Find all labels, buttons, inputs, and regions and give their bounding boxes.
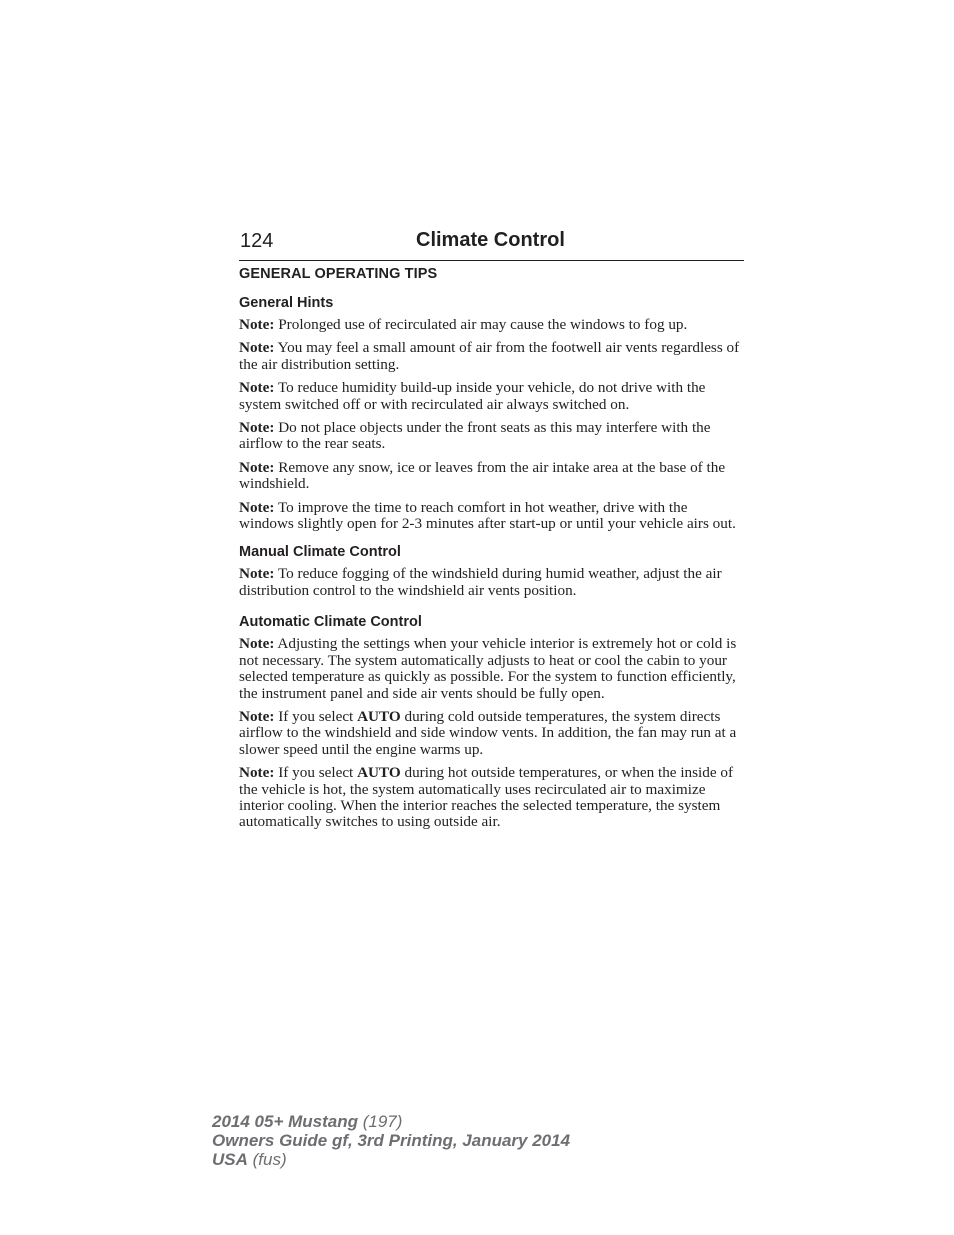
note-text: To reduce fogging of the windshield during humid weather, adjust the air distribution control to the windshield air vents position. [239,565,722,599]
footer-region-code: (fus) [252,1150,287,1169]
subsection-title-automatic: Automatic Climate Control [239,614,422,631]
note-label: Note: [239,379,275,397]
footer-model-code: (197) [362,1112,403,1131]
footer-line-model [212,1112,570,1131]
note-text: Adjusting the settings when your vehicle interior is extremely hot or cold is not necessary. The system automatically adjusts to heat or cool the cabin to your selected temperature as quickly as possible. For the system to function efficiently, the instrument panel and side air vents should be fully open. [239,635,737,702]
note-paragraph [239,420,745,453]
footer-region: USA [212,1150,248,1169]
footer-line-printing: Owners Guide gf, 3rd Printing, January 2014 [212,1131,571,1150]
note-paragraph [239,380,745,413]
note-label: Note: [239,764,275,782]
subsection-title-manual: Manual Climate Control [239,544,401,561]
note-label: Note: [239,458,275,476]
note-paragraph [239,500,745,533]
note-text: To improve the time to reach comfort in hot weather, drive with the windows slightly open for 2-3 minutes after start-up or until your vehicle airs out. [239,498,736,533]
note-text: If you select [278,707,354,725]
auto-keyword: AUTO [357,707,401,725]
note-paragraph [239,566,745,599]
page-number: 124 [240,230,274,252]
footer-model: 2014 05+ Mustang [212,1112,358,1131]
section-title: GENERAL OPERATING TIPS [239,266,438,282]
note-label: Note: [239,419,275,437]
note-paragraph [239,709,745,758]
footer-line-region [212,1150,570,1169]
note-text: If you select [278,764,354,782]
auto-keyword: AUTO [357,764,401,782]
page-content [239,266,745,838]
note-label: Note: [239,498,275,516]
note-paragraph [239,340,745,373]
note-label: Note: [239,707,275,725]
subsection-title-general-hints: General Hints [239,295,334,311]
page-header [239,228,744,261]
note-text: during hot outside temperatures, or when the inside of the vehicle is hot, the system automatically uses recirculated air to maximize interior cooling. When the interior reaches the selected temperature, the system automatically switches to using outside air. [239,764,734,831]
note-text: during cold outside temperatures, the system directs airflow to the windshield and side window vents. In addition, the fan may run at a slower speed until the engine warms up. [239,707,737,758]
note-text: Do not place objects under the front seats as this may interfere with the airflow to the rear seats. [239,419,711,453]
note-paragraph [239,636,745,702]
note-label: Note: [239,339,275,357]
note-paragraph [239,317,745,333]
note-paragraph [239,765,745,831]
chapter-title: Climate Control [416,229,565,251]
note-text: You may feel a small amount of air from the footwell air vents regardless of the air distribution setting. [239,339,740,373]
note-label: Note: [239,316,275,333]
note-label: Note: [239,635,275,653]
note-paragraph [239,460,745,493]
note-text: Prolonged use of recirculated air may cause the windows to fog up. [278,316,688,333]
note-text: To reduce humidity build-up inside your vehicle, do not drive with the system switched off or with recirculated air always switched on. [239,379,706,413]
note-text: Remove any snow, ice or leaves from the air intake area at the base of the windshield. [239,458,726,493]
note-label: Note: [239,565,275,583]
page-footer [212,1112,570,1169]
